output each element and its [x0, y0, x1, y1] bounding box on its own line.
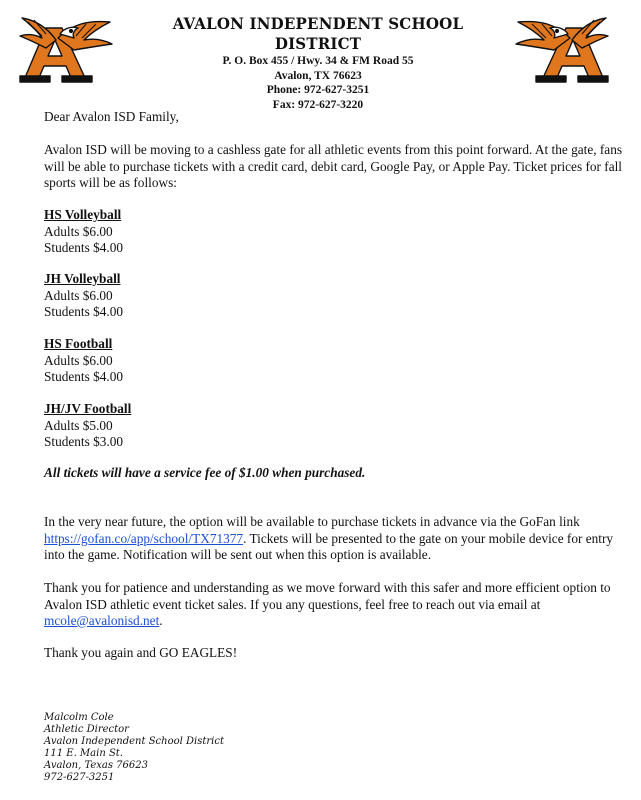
- address-line-1: P. O. Box 455 / Hwy. 34 & FM Road 55: [222, 55, 414, 67]
- signature-block: [44, 712, 224, 784]
- thanks-paragraph: [44, 580, 624, 630]
- intro-paragraph: Avalon ISD will be moving to a cashless gate for all athletic events from this point forward. At the gate, fans will be able to purchase tickets with a credit card, debit card, Google Pay, or Apple Pay. Ticket prices for fall sports will be as follows:: [44, 142, 623, 190]
- signer-org: Avalon Independent School District: [44, 736, 224, 747]
- sport-block: [44, 271, 624, 321]
- eagle-a-logo-icon: [16, 14, 116, 84]
- district-name: AVALON INDEPENDENT SCHOOL DISTRICT: [172, 14, 464, 53]
- signer-street: 111 E. Main St.: [44, 748, 123, 759]
- adult-price: Adults $6.00: [44, 287, 113, 303]
- sport-heading: JH/JV Football: [44, 401, 132, 416]
- signer-phone: 972-627-3251: [44, 772, 115, 783]
- fax-line: Fax: 972-627-3220: [272, 98, 364, 111]
- eagle-a-logo-icon: [512, 14, 612, 84]
- sport-heading: JH Volleyball: [44, 271, 121, 286]
- district-address: [120, 54, 516, 112]
- adult-price: Adults $5.00: [44, 417, 113, 433]
- service-fee-note: All tickets will have a service fee of $1.00 when purchased.: [44, 465, 366, 480]
- address-line-2: Avalon, TX 76623: [274, 69, 362, 82]
- student-price: Students $4.00: [44, 240, 124, 255]
- phone-line: Phone: 972-627-3251: [266, 84, 370, 96]
- signer-title: Athletic Director: [44, 724, 129, 735]
- signer-city: Avalon, Texas 76623: [44, 760, 148, 771]
- gofan-paragraph: [44, 514, 624, 564]
- adult-price: Adults $6.00: [44, 352, 113, 368]
- letterhead: [120, 14, 516, 112]
- sport-heading: HS Volleyball: [44, 207, 122, 222]
- closing-line: Thank you again and GO EAGLES!: [44, 645, 238, 660]
- student-price: Students $4.00: [44, 304, 124, 319]
- gofan-text-before: In the very near future, the option will be available to purchase tickets in advance via the GoFan link: [44, 514, 580, 529]
- sport-block: [44, 401, 624, 451]
- sport-block: [44, 207, 624, 257]
- thanks-text-before: Thank you for patience and understanding as we move forward with this safer and more efficient option to Avalon ISD athletic event ticket sales. If you any questions, feel free to reach out via email at: [44, 580, 611, 612]
- student-price: Students $4.00: [44, 369, 124, 384]
- sport-block: [44, 336, 624, 386]
- email-link[interactable]: mcole@avalonisd.net: [44, 613, 160, 628]
- student-price: Students $3.00: [44, 434, 124, 449]
- signer-name: Malcolm Cole: [44, 712, 114, 723]
- sport-heading: HS Football: [44, 336, 113, 351]
- adult-price: Adults $6.00: [44, 223, 113, 239]
- thanks-text-after: .: [159, 613, 163, 628]
- gofan-link[interactable]: https://gofan.co/app/school/TX71377: [44, 530, 244, 546]
- gofan-text-after: . Tickets will be presented to the gate on your mobile device for entry into the game. Notification will be sent out when this option is available.: [44, 530, 614, 562]
- greeting: Dear Avalon ISD Family,: [44, 109, 179, 124]
